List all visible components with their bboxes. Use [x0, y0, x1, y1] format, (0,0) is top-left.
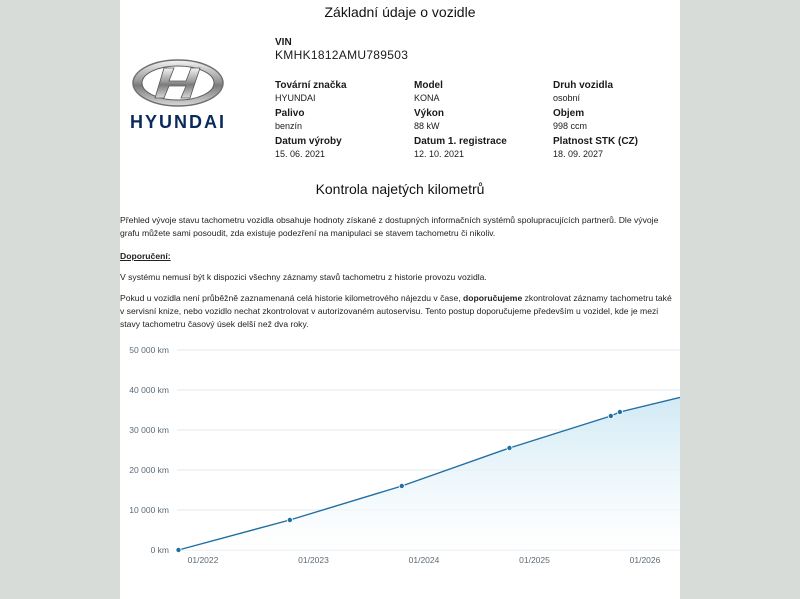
y-tick-label: 30 000 km: [129, 425, 169, 435]
spec-key: Objem: [553, 108, 585, 119]
spec-value: osobní: [553, 93, 581, 103]
spec-brand: [275, 80, 405, 103]
page-title: Základní údaje o vozidle: [324, 4, 476, 20]
mileage-point: [617, 409, 622, 414]
spec-key: Tovární značka: [275, 80, 347, 91]
y-tick-label: 40 000 km: [129, 385, 169, 395]
y-tick-label: 20 000 km: [129, 465, 169, 475]
recommendation-heading: Doporučení:: [120, 251, 171, 261]
vin-value: KMHK1812AMU789503: [275, 48, 409, 62]
spec-value: HYUNDAI: [275, 93, 316, 103]
spec-production-date: [275, 136, 405, 159]
spec-power: [414, 108, 544, 131]
recommendation-paragraph: [120, 292, 680, 331]
mileage-chart: [120, 338, 680, 578]
spec-key: Výkon: [414, 108, 445, 119]
x-tick-label: 01/2026: [629, 555, 661, 565]
recommendation-line: v servisní knize, nebo vozidlo nechat zkontrolovat v autorizovaném autoservisu. Tento postup doporučujeme především u vozidel, kde je mezi: [120, 305, 659, 316]
spec-key: Model: [414, 80, 443, 91]
spec-value: benzín: [275, 121, 303, 131]
hyundai-wordmark: HYUNDAI: [129, 112, 226, 132]
spec-displacement: [553, 108, 680, 131]
spec-vehicle-type: [553, 80, 680, 103]
x-tick-label: 01/2023: [298, 555, 329, 565]
spec-value: KONA: [414, 93, 440, 103]
mileage-point: [507, 445, 512, 450]
recommendation-line: Pokud u vozidla není průběžně zaznamenaná celá historie kilometrového nájezdu v čase, doporučujeme zkontrolovat záznamy tachometru také: [120, 293, 672, 303]
mileage-point: [399, 483, 404, 488]
report-page: [120, 0, 680, 599]
x-tick-label: 01/2024: [408, 555, 440, 565]
y-tick-label: 0 km: [150, 545, 169, 555]
y-tick-label: 50 000 km: [129, 345, 169, 355]
spec-key: Datum 1. registrace: [414, 136, 507, 147]
intro-line: grafu můžete sami posoudit, zda existuje podezření na manipulaci se stavem tachometru či nikoliv.: [120, 227, 496, 238]
spec-value: 12. 10. 2021: [414, 149, 465, 159]
x-tick-label: 01/2022: [187, 555, 219, 565]
mileage-section-title: Kontrola najetých kilometrů: [315, 181, 485, 197]
mileage-point: [287, 517, 292, 522]
spec-first-registration: [414, 136, 544, 159]
intro-line: Přehled vývoje stavu tachometru vozidla obsahuje hodnoty získané z dostupných informačních systémů spolupracujících partnerů. Dle vývoje: [120, 215, 659, 225]
vin-label: VIN: [275, 37, 292, 48]
spec-value: 15. 06. 2021: [275, 149, 326, 159]
recommendation-note: V systému nemusí být k dispozici všechny záznamy stavů tachometru z historie provozu vozidla.: [120, 272, 487, 282]
spec-value: 998 ccm: [553, 121, 588, 131]
spec-key: Palivo: [275, 108, 305, 119]
spec-key: Druh vozidla: [553, 80, 614, 91]
mileage-area: [179, 397, 681, 550]
spec-key: Datum výroby: [275, 136, 342, 147]
spec-model: [414, 80, 544, 103]
spec-value: 18. 09. 2027: [553, 149, 604, 159]
x-tick-label: 01/2025: [519, 555, 550, 565]
spec-value: 88 kW: [414, 121, 440, 131]
y-tick-label: 10 000 km: [129, 505, 169, 515]
intro-paragraph: [120, 214, 680, 240]
spec-key: Platnost STK (CZ): [553, 136, 638, 147]
spec-fuel: [275, 108, 405, 131]
mileage-point: [176, 547, 181, 552]
mileage-point: [608, 413, 613, 418]
recommendation-line: stavy tachometru časový úsek delší než dva roky.: [120, 318, 309, 329]
spec-inspection-validity: [553, 136, 680, 159]
